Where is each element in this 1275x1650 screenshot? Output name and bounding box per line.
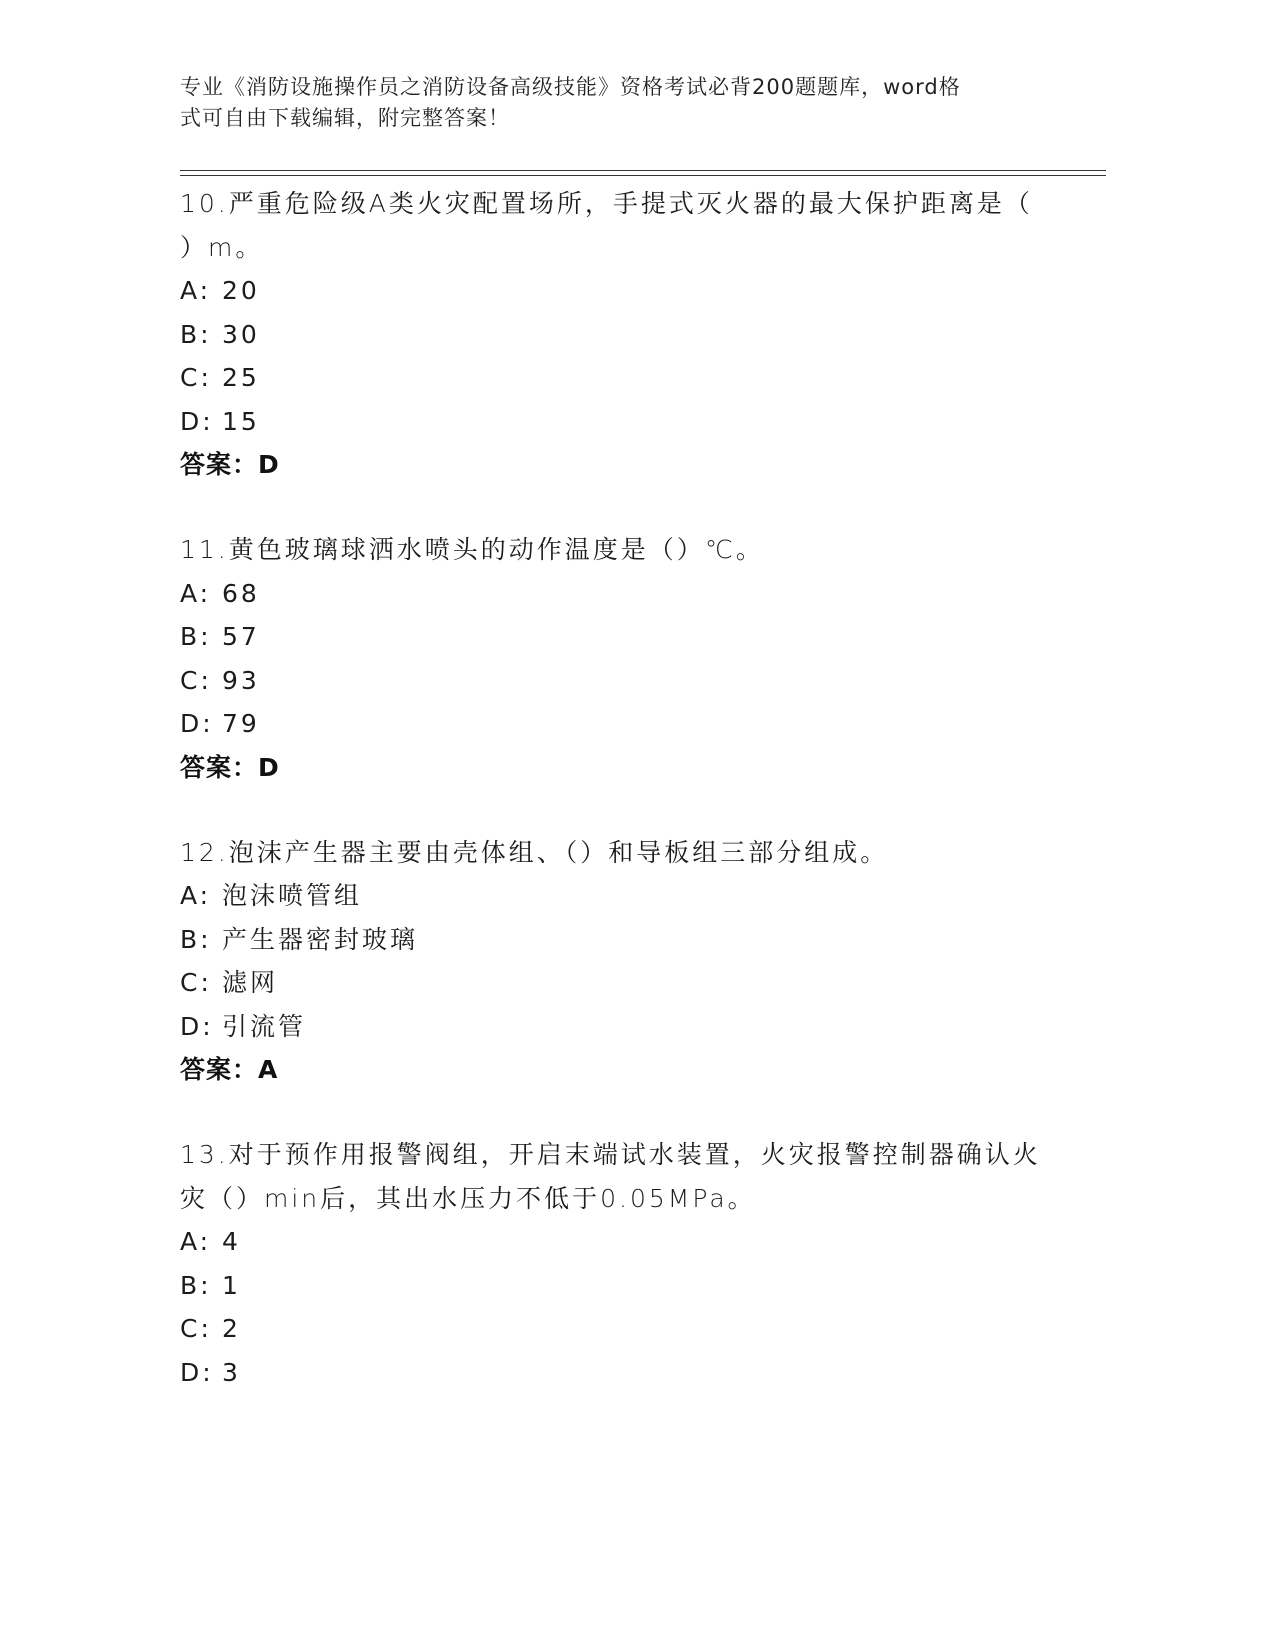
option-text: 引流管 bbox=[222, 1011, 307, 1041]
option-a bbox=[180, 269, 1080, 313]
question-10 bbox=[180, 182, 1080, 486]
option-a bbox=[180, 1220, 1080, 1264]
option-text: 68 bbox=[222, 578, 260, 608]
option-letter: B: bbox=[180, 924, 212, 954]
question-text-line: 11.黄色玻璃球洒水喷头的动作温度是（）℃。 bbox=[180, 535, 764, 564]
option-letter: A: bbox=[180, 1227, 212, 1256]
question-text-line: ）m。 bbox=[180, 232, 264, 262]
option-text: 93 bbox=[222, 665, 260, 695]
option-letter: B: bbox=[180, 622, 212, 651]
option-text: 25 bbox=[222, 363, 260, 392]
option-d bbox=[180, 1005, 1080, 1049]
option-letter: C: bbox=[180, 1314, 212, 1343]
option-a bbox=[180, 874, 1080, 918]
option-letter: A: bbox=[180, 881, 212, 910]
option-letter: B: bbox=[180, 1270, 212, 1300]
option-text: 79 bbox=[222, 709, 260, 738]
option-letter: B: bbox=[180, 319, 212, 349]
option-d bbox=[180, 702, 1080, 746]
option-c bbox=[180, 961, 1080, 1005]
option-b bbox=[180, 1264, 1080, 1308]
option-letter: C: bbox=[180, 363, 212, 392]
option-text: 57 bbox=[222, 622, 260, 651]
option-text: 1 bbox=[222, 1270, 241, 1300]
option-text: 20 bbox=[222, 276, 260, 305]
option-text: 3 bbox=[222, 1357, 241, 1387]
option-text: 2 bbox=[222, 1314, 241, 1343]
option-letter: A: bbox=[180, 276, 212, 305]
option-d bbox=[180, 1351, 1080, 1395]
header-line-1: 专业《消防设施操作员之消防设备高级技能》资格考试必背200题题库，word格 bbox=[180, 75, 961, 99]
option-letter: D: bbox=[180, 1011, 214, 1041]
option-text: 泡沫喷管组 bbox=[222, 881, 363, 910]
header-line-2: 式可自由下载编辑，附完整答案！ bbox=[180, 106, 510, 130]
option-letter: D: bbox=[180, 406, 214, 436]
option-b bbox=[180, 615, 1080, 659]
question-13 bbox=[180, 1133, 1080, 1394]
option-letter: A: bbox=[180, 578, 212, 608]
document-header bbox=[180, 72, 1060, 134]
option-b bbox=[180, 313, 1080, 357]
question-list bbox=[180, 182, 1080, 1436]
question-text-line: 13.对于预作用报警阀组，开启末端试水装置，火灾报警控制器确认火 bbox=[180, 1140, 1041, 1169]
option-d bbox=[180, 400, 1080, 444]
question-text-line: 12.泡沫产生器主要由壳体组、（）和导板组三部分组成。 bbox=[180, 837, 889, 867]
answer-label: 答案：D bbox=[180, 752, 280, 782]
question-text-line: 10.严重危险级A类火灾配置场所，手提式灭火器的最大保护距离是（ bbox=[180, 189, 1033, 218]
option-text: 30 bbox=[222, 319, 260, 349]
option-text: 滤网 bbox=[222, 968, 279, 997]
option-letter: C: bbox=[180, 968, 212, 997]
option-letter: D: bbox=[180, 709, 214, 738]
question-text-line: 灾（）min后，其出水压力不低于0.05MPa。 bbox=[180, 1183, 756, 1213]
header-divider-bottom bbox=[180, 175, 1106, 176]
option-letter: D: bbox=[180, 1357, 214, 1387]
option-text: 4 bbox=[222, 1227, 241, 1256]
option-letter: C: bbox=[180, 665, 212, 695]
option-text: 15 bbox=[222, 406, 260, 436]
answer-label: 答案：A bbox=[180, 1055, 279, 1084]
option-a bbox=[180, 572, 1080, 616]
option-c bbox=[180, 1307, 1080, 1351]
question-11 bbox=[180, 528, 1080, 789]
option-text: 产生器密封玻璃 bbox=[222, 924, 419, 954]
question-12 bbox=[180, 831, 1080, 1092]
option-b bbox=[180, 918, 1080, 962]
option-c bbox=[180, 356, 1080, 400]
header-divider-top bbox=[180, 170, 1106, 171]
option-c bbox=[180, 659, 1080, 703]
answer-label: 答案：D bbox=[180, 450, 280, 479]
